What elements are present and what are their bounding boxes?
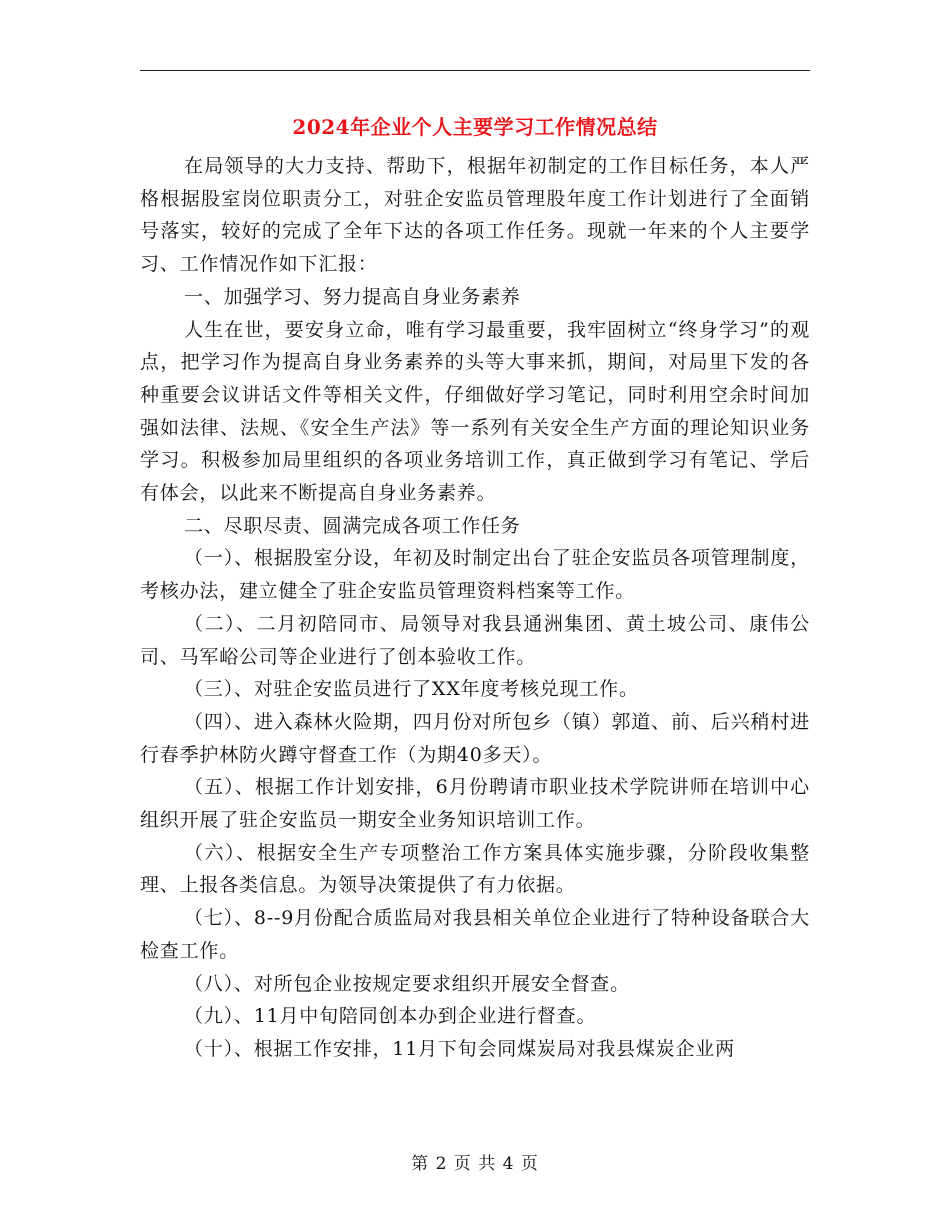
task-item-4: （四）、进入森林火险期，四月份对所包乡（镇）郭道、前、后兴稍村进行春季护林防火蹲守督查工作（为期40多天）。 (140, 710, 810, 766)
task-item-7: （七）、8--9月份配合质监局对我县相关单位企业进行了特种设备联合大检查工作。 (140, 907, 810, 962)
header-rule (140, 70, 810, 71)
task-item-10: （十）、根据工作安排，11月下旬会同煤炭局对我县煤炭企业两 (184, 1037, 735, 1060)
task-item-6: （六）、根据安全生产专项整治工作方案具体实施步骤，分阶段收集整理、上报各类信息。为领导决策提供了有力依据。 (140, 841, 810, 897)
page-footer: 第 2 页 共 4 页 (411, 1154, 539, 1174)
task-item-1: （一）、根据股室分设，年初及时制定出台了驻企安监员各项管理制度，考核办法，建立健全了驻企安监员管理资料档案等工作。 (140, 547, 810, 603)
task-item-2: （二）、二月初陪同市、局领导对我县通洲集团、黄土坡公司、康伟公司、马军峪公司等企业进行了创本验收工作。 (140, 612, 810, 668)
task-item-9: （九）、11月中旬陪同创本办到企业进行督查。 (184, 1005, 597, 1028)
document-body (140, 150, 810, 1066)
task-item-3: （三）、对驻企安监员进行了XX年度考核兑现工作。 (184, 678, 639, 701)
task-item-5: （五）、根据工作计划安排，6月份聘请市职业技术学院讲师在培训中心组织开展了驻企安监员一期安全业务知识培训工作。 (140, 776, 810, 832)
intro-paragraph: 在局领导的大力支持、帮助下，根据年初制定的工作目标任务，本人严格根据股室岗位职责分工，对驻企安监员管理股年度工作计划进行了全面销号落实，较好的完成了全年下达的各项工作任务。现就一年来的个人主要学习、工作情况作如下汇报： (140, 155, 810, 276)
document-title: 2024年企业个人主要学习工作情况总结 (292, 115, 658, 139)
section-1-paragraph: 人生在世，要安身立命，唯有学习最重要，我牢固树立“终身学习”的观点，把学习作为提高自身业务素养的头等大事来抓，期间，对局里下发的各种重要会议讲话文件等相关文件，仔细做好学习笔记，同时利用空余时间加强如法律、法规、《安全生产法》等一系列有关安全生产方面的理论知识业务学习。积极参加局里组织的各项业务培训工作，真正做到学习有笔记、学后有体会，以此来不断提高自身业务素养。 (140, 318, 810, 505)
task-item-8: （八）、对所包企业按规定要求组织开展安全督查。 (184, 972, 630, 995)
section-heading-2: 二、尽职尽责、圆满完成各项工作任务 (184, 514, 521, 537)
section-heading-1: 一、加强学习、努力提高自身业务素养 (184, 285, 521, 308)
